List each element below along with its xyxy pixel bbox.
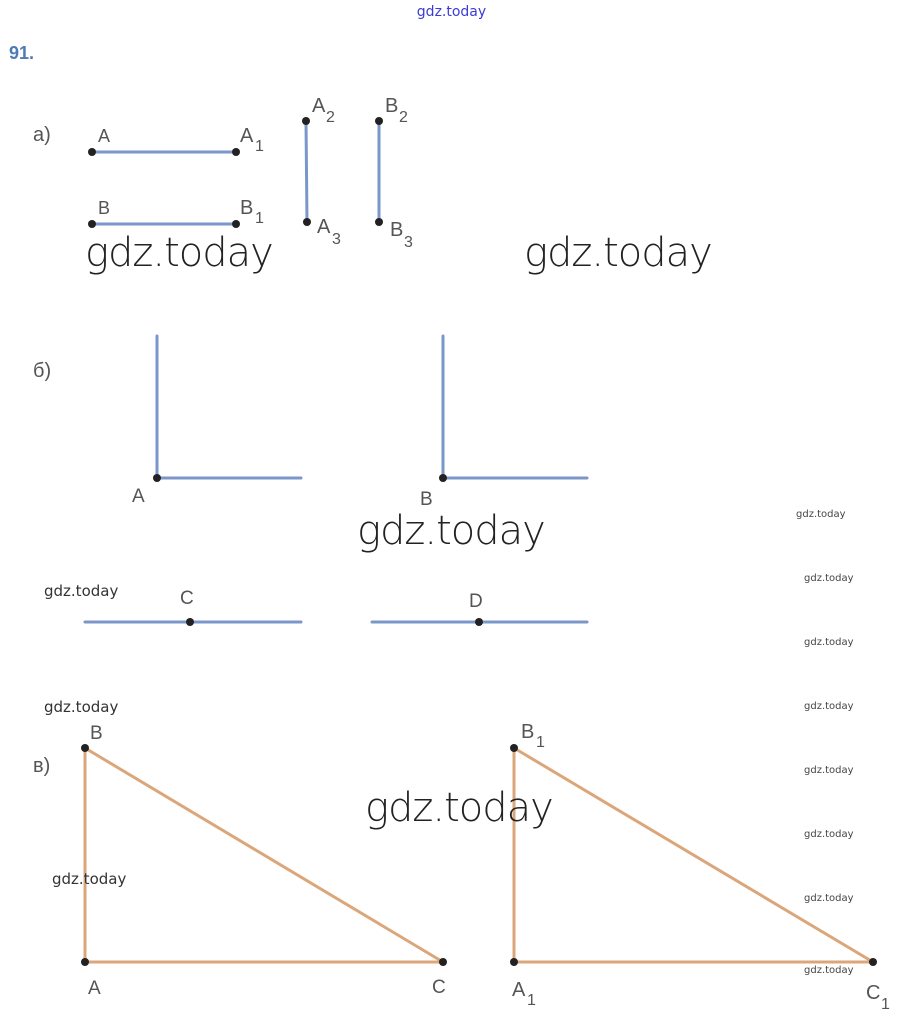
label-vertex-B: B <box>420 489 433 510</box>
label-A1-sub: 1 <box>255 138 264 155</box>
triangle-point-C <box>439 958 447 966</box>
part-v-labels <box>88 721 890 1013</box>
watermark-large: gdz.today <box>85 230 273 276</box>
task-number: 91. <box>9 43 35 63</box>
point-B2 <box>375 117 383 125</box>
label-tri-C1-sub: 1 <box>881 996 890 1013</box>
watermark-small: gdz.today <box>804 765 854 776</box>
point-B <box>88 220 96 228</box>
label-A3-sub: 3 <box>332 231 341 248</box>
label-A2: A <box>312 95 326 117</box>
watermark-large: gdz.today <box>524 230 712 276</box>
watermark-medium: gdz.today <box>52 870 127 888</box>
label-B: B <box>98 198 111 218</box>
label-B2: B <box>385 95 399 117</box>
label-vertex-C: C <box>180 588 194 609</box>
label-tri-B1: B <box>521 721 535 743</box>
triangle-point-A <box>81 958 89 966</box>
vertex-A <box>153 474 161 482</box>
vertex-D <box>475 618 483 626</box>
watermark-small: gdz.today <box>804 965 854 976</box>
label-vertex-D: D <box>469 591 483 612</box>
label-A3: A <box>317 216 331 238</box>
triangle-point-A1 <box>510 958 518 966</box>
label-tri-C1: C <box>866 982 881 1004</box>
point-A1 <box>232 148 240 156</box>
watermark-small: gdz.today <box>804 637 854 648</box>
part-label-v: в) <box>33 755 51 777</box>
part-a-points <box>88 117 383 228</box>
watermark-large: gdz.today <box>357 508 545 554</box>
part-a-labels <box>98 95 413 251</box>
label-A1: A <box>240 125 254 147</box>
watermark-small: gdz.today <box>804 893 854 904</box>
triangle-ABC <box>85 748 443 962</box>
watermark-small: gdz.today <box>804 829 854 840</box>
label-tri-A: A <box>88 978 101 999</box>
site-link[interactable]: gdz.today <box>416 4 487 20</box>
label-B3-sub: 3 <box>404 234 413 251</box>
point-A3 <box>303 218 311 226</box>
label-B1-sub: 1 <box>255 210 264 227</box>
label-A: A <box>98 126 111 146</box>
part-label-a: а) <box>33 124 51 146</box>
label-vertex-A: A <box>132 486 145 507</box>
watermark-small: gdz.today <box>804 701 854 712</box>
part-a-segments <box>92 121 379 224</box>
label-tri-A1: A <box>512 979 526 1001</box>
watermark-small: gdz.today <box>796 509 846 520</box>
point-A2 <box>302 117 310 125</box>
watermark-medium: gdz.today <box>44 698 119 716</box>
label-A2-sub: 2 <box>326 109 335 126</box>
point-A <box>88 148 96 156</box>
label-B1: B <box>240 197 254 219</box>
part-label-b: б) <box>33 360 52 382</box>
part-v-points <box>81 744 877 966</box>
label-tri-B1-sub: 1 <box>536 734 545 751</box>
label-B2-sub: 2 <box>399 109 408 126</box>
triangle-point-C1 <box>869 958 877 966</box>
watermark-large: gdz.today <box>365 785 553 831</box>
label-tri-B: B <box>90 723 103 744</box>
label-tri-A1-sub: 1 <box>527 992 536 1009</box>
triangle-A1B1C1 <box>514 748 873 962</box>
watermark-medium: gdz.today <box>44 582 119 600</box>
segment-A2A3 <box>306 121 307 222</box>
triangle-point-B1 <box>510 744 518 752</box>
point-B3 <box>375 218 383 226</box>
vertex-C <box>186 618 194 626</box>
label-B3: B <box>390 219 404 241</box>
triangle-point-B <box>81 744 89 752</box>
vertex-B <box>439 474 447 482</box>
watermark-small: gdz.today <box>804 573 854 584</box>
part-v-triangles <box>85 748 873 962</box>
point-B1 <box>232 220 240 228</box>
label-tri-C: C <box>432 977 446 998</box>
